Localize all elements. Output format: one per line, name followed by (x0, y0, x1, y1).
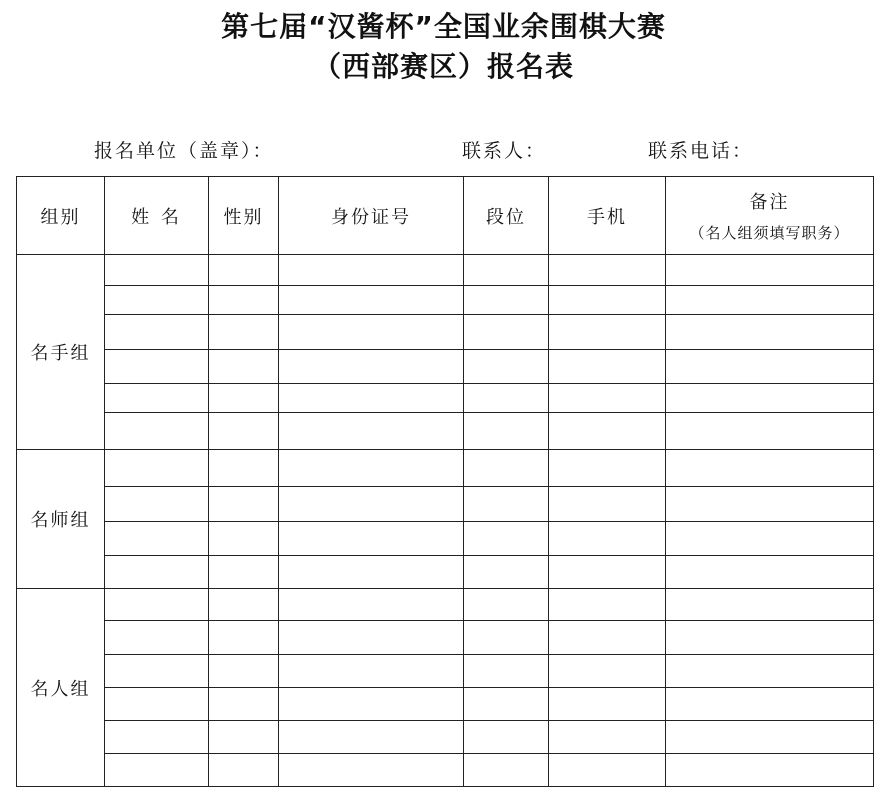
mobile-cell[interactable] (549, 621, 666, 655)
id-number-cell[interactable] (279, 286, 464, 315)
id-number-cell[interactable] (279, 487, 464, 522)
gender-cell[interactable] (209, 721, 279, 754)
mobile-cell[interactable] (549, 655, 666, 688)
name-cell[interactable] (105, 754, 209, 787)
header-remark (666, 177, 874, 255)
table-row (17, 556, 874, 589)
table-row (17, 522, 874, 556)
mobile-cell[interactable] (549, 315, 666, 350)
mobile-cell[interactable] (549, 350, 666, 384)
table-row (17, 286, 874, 315)
form-title: 第七届“汉酱杯”全国业余围棋大赛 (221, 10, 666, 43)
gender-cell[interactable] (209, 556, 279, 589)
mobile-cell[interactable] (549, 286, 666, 315)
mobile-cell[interactable] (549, 413, 666, 450)
name-cell[interactable] (105, 721, 209, 754)
group-label: 名手组 (17, 255, 105, 450)
remark-cell[interactable] (666, 350, 874, 384)
gender-cell[interactable] (209, 621, 279, 655)
table-row (17, 350, 874, 384)
header-remark-label: 备注 (749, 192, 790, 213)
name-cell[interactable] (105, 522, 209, 556)
contact-person-label: 联系人： (462, 140, 547, 162)
remark-cell[interactable] (666, 413, 874, 450)
table-row (17, 413, 874, 450)
rank-cell[interactable] (464, 688, 549, 721)
registration-unit-label: 报名单位（盖章）： (94, 140, 274, 162)
mobile-cell[interactable] (549, 450, 666, 487)
table-body (17, 255, 874, 787)
remark-cell[interactable] (666, 315, 874, 350)
id-number-cell[interactable] (279, 589, 464, 621)
table-row (17, 688, 874, 721)
remark-cell[interactable] (666, 384, 874, 413)
name-cell[interactable] (105, 350, 209, 384)
remark-cell[interactable] (666, 754, 874, 787)
mobile-cell[interactable] (549, 384, 666, 413)
id-number-cell[interactable] (279, 384, 464, 413)
id-number-cell[interactable] (279, 450, 464, 487)
id-number-cell[interactable] (279, 522, 464, 556)
name-cell[interactable] (105, 384, 209, 413)
id-number-cell[interactable] (279, 556, 464, 589)
header-gender: 性别 (209, 177, 279, 255)
name-cell[interactable] (105, 655, 209, 688)
group-label: 名人组 (17, 589, 105, 787)
name-cell[interactable] (105, 315, 209, 350)
id-number-cell[interactable] (279, 413, 464, 450)
contact-phone-label: 联系电话： (648, 140, 754, 162)
table-row (17, 255, 874, 286)
mobile-cell[interactable] (549, 754, 666, 787)
rank-cell[interactable] (464, 621, 549, 655)
name-cell[interactable] (105, 556, 209, 589)
rank-cell[interactable] (464, 721, 549, 754)
id-number-cell[interactable] (279, 255, 464, 286)
gender-cell[interactable] (209, 315, 279, 350)
rank-cell[interactable] (464, 655, 549, 688)
header-row (17, 177, 874, 255)
remark-cell[interactable] (666, 522, 874, 556)
rank-cell[interactable] (464, 450, 549, 487)
table-row (17, 655, 874, 688)
gender-cell[interactable] (209, 522, 279, 556)
table-row (17, 384, 874, 413)
name-cell[interactable] (105, 589, 209, 621)
mobile-cell[interactable] (549, 688, 666, 721)
rank-cell[interactable] (464, 315, 549, 350)
gender-cell[interactable] (209, 589, 279, 621)
name-cell[interactable] (105, 688, 209, 721)
mobile-cell[interactable] (549, 589, 666, 621)
rank-cell[interactable] (464, 255, 549, 286)
gender-cell[interactable] (209, 688, 279, 721)
rank-cell[interactable] (464, 487, 549, 522)
group-label: 名师组 (17, 450, 105, 589)
rank-cell[interactable] (464, 350, 549, 384)
rank-cell[interactable] (464, 589, 549, 621)
header-name: 姓 名 (105, 177, 209, 255)
table-row (17, 450, 874, 487)
remark-cell[interactable] (666, 721, 874, 754)
table-row (17, 621, 874, 655)
mobile-cell[interactable] (549, 255, 666, 286)
remark-cell[interactable] (666, 255, 874, 286)
rank-cell[interactable] (464, 286, 549, 315)
header-mobile: 手机 (549, 177, 666, 255)
table-row (17, 487, 874, 522)
gender-cell[interactable] (209, 384, 279, 413)
remark-cell[interactable] (666, 688, 874, 721)
id-number-cell[interactable] (279, 315, 464, 350)
remark-cell[interactable] (666, 450, 874, 487)
id-number-cell[interactable] (279, 688, 464, 721)
id-number-cell[interactable] (279, 621, 464, 655)
gender-cell[interactable] (209, 255, 279, 286)
id-number-cell[interactable] (279, 655, 464, 688)
gender-cell[interactable] (209, 413, 279, 450)
rank-cell[interactable] (464, 754, 549, 787)
header-rank: 段位 (464, 177, 549, 255)
mobile-cell[interactable] (549, 522, 666, 556)
rank-cell[interactable] (464, 413, 549, 450)
gender-cell[interactable] (209, 350, 279, 384)
mobile-cell[interactable] (549, 556, 666, 589)
gender-cell[interactable] (209, 487, 279, 522)
rank-cell[interactable] (464, 384, 549, 413)
remark-cell[interactable] (666, 487, 874, 522)
remark-cell[interactable] (666, 589, 874, 621)
header-id-number: 身份证号 (279, 177, 464, 255)
mobile-cell[interactable] (549, 721, 666, 754)
table-row (17, 721, 874, 754)
gender-cell[interactable] (209, 655, 279, 688)
name-cell[interactable] (105, 621, 209, 655)
table-row (17, 315, 874, 350)
remark-cell[interactable] (666, 621, 874, 655)
id-number-cell[interactable] (279, 754, 464, 787)
gender-cell[interactable] (209, 286, 279, 315)
registration-table (16, 176, 874, 787)
remark-cell[interactable] (666, 556, 874, 589)
rank-cell[interactable] (464, 556, 549, 589)
name-cell[interactable] (105, 487, 209, 522)
gender-cell[interactable] (209, 754, 279, 787)
id-number-cell[interactable] (279, 721, 464, 754)
form-subtitle: （西部赛区）报名表 (312, 50, 574, 83)
name-cell[interactable] (105, 286, 209, 315)
name-cell[interactable] (105, 255, 209, 286)
gender-cell[interactable] (209, 450, 279, 487)
remark-cell[interactable] (666, 655, 874, 688)
name-cell[interactable] (105, 450, 209, 487)
mobile-cell[interactable] (549, 487, 666, 522)
remark-cell[interactable] (666, 286, 874, 315)
rank-cell[interactable] (464, 522, 549, 556)
table-row (17, 754, 874, 787)
name-cell[interactable] (105, 413, 209, 450)
header-remark-note: （名人组须填写职务） (689, 224, 850, 242)
id-number-cell[interactable] (279, 350, 464, 384)
table-row (17, 589, 874, 621)
header-group: 组别 (17, 177, 105, 255)
